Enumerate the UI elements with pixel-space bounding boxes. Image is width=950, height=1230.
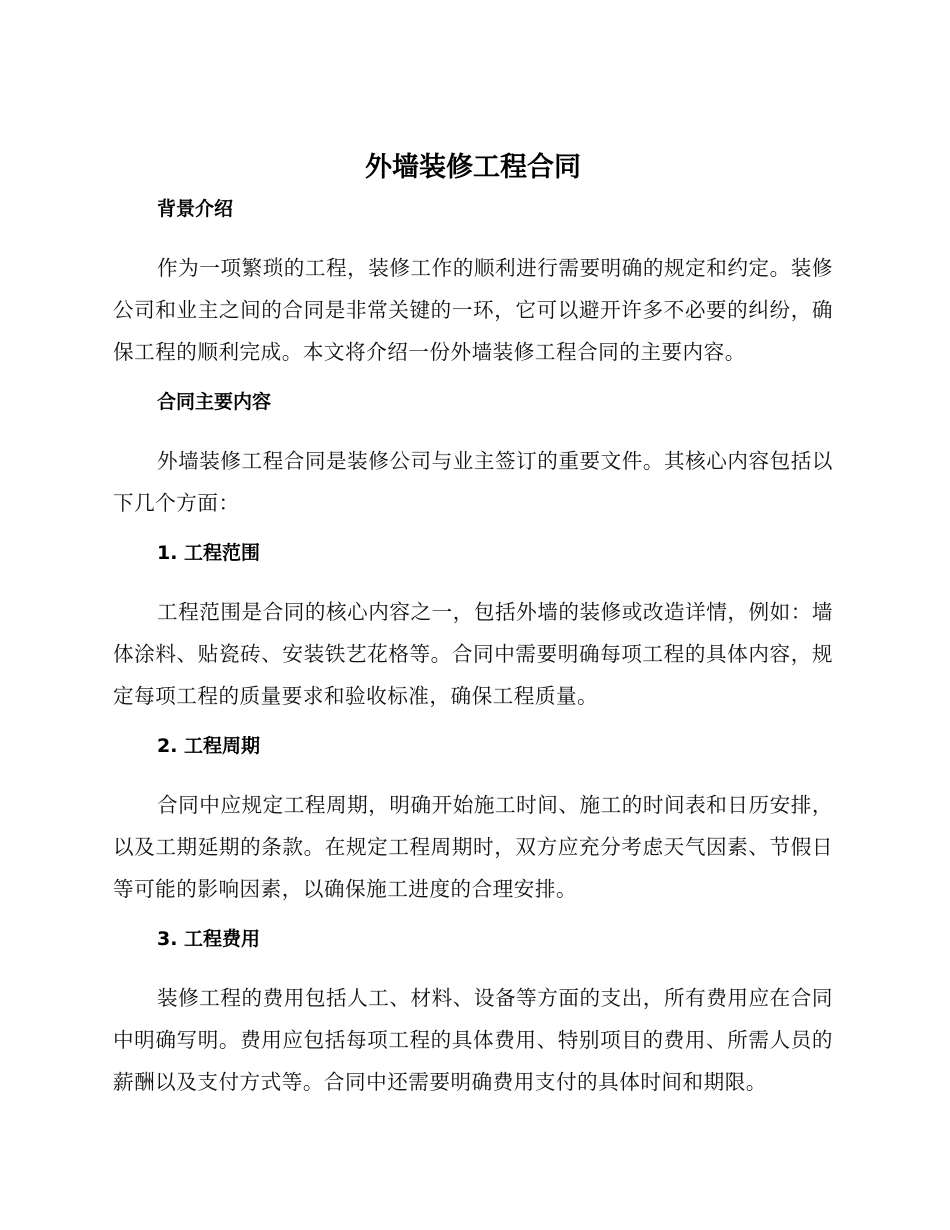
section-cost (113, 924, 833, 1103)
section-paragraph: 作为一项繁琐的工程，装修工作的顺利进行需要明确的规定和约定。装修公司和业主之间的合同是非常关键的一环，它可以避开许多不必要的纠纷，确保工程的顺利完成。本文将介绍一份外墙装修工程合同的主要内容。 (113, 256, 833, 364)
section-background (113, 194, 833, 373)
section-paragraph: 外墙装修工程合同是装修公司与业主签订的重要文件。其核心内容包括以下几个方面： (113, 449, 833, 515)
section-heading: 3. 工程费用 (157, 928, 261, 950)
section-heading: 1. 工程范围 (157, 542, 261, 564)
section-schedule (113, 731, 833, 910)
section-heading: 2. 工程周期 (157, 735, 261, 757)
section-paragraph: 合同中应规定工程周期，明确开始施工时间、施工的时间表和日历安排，以及工期延期的条款。在规定工程周期时，双方应充分考虑天气因素、节假日等可能的影响因素，以确保施工进度的合理安排。 (113, 793, 833, 901)
section-heading: 合同主要内容 (157, 391, 272, 413)
document-body (113, 148, 833, 1117)
section-heading: 背景介绍 (157, 198, 234, 220)
section-scope (113, 538, 833, 717)
section-main-content (113, 387, 833, 524)
section-paragraph: 工程范围是合同的核心内容之一，包括外墙的装修或改造详情，例如：墙体涂料、贴瓷砖、安装铁艺花格等。合同中需要明确每项工程的具体内容，规定每项工程的质量要求和验收标准，确保工程质量。 (113, 600, 833, 708)
section-paragraph: 装修工程的费用包括人工、材料、设备等方面的支出，所有费用应在合同中明确写明。费用应包括每项工程的具体费用、特别项目的费用、所需人员的薪酬以及支付方式等。合同中还需要明确费用支付的具体时间和期限。 (113, 986, 833, 1094)
document-title: 外墙装修工程合同 (365, 152, 581, 183)
